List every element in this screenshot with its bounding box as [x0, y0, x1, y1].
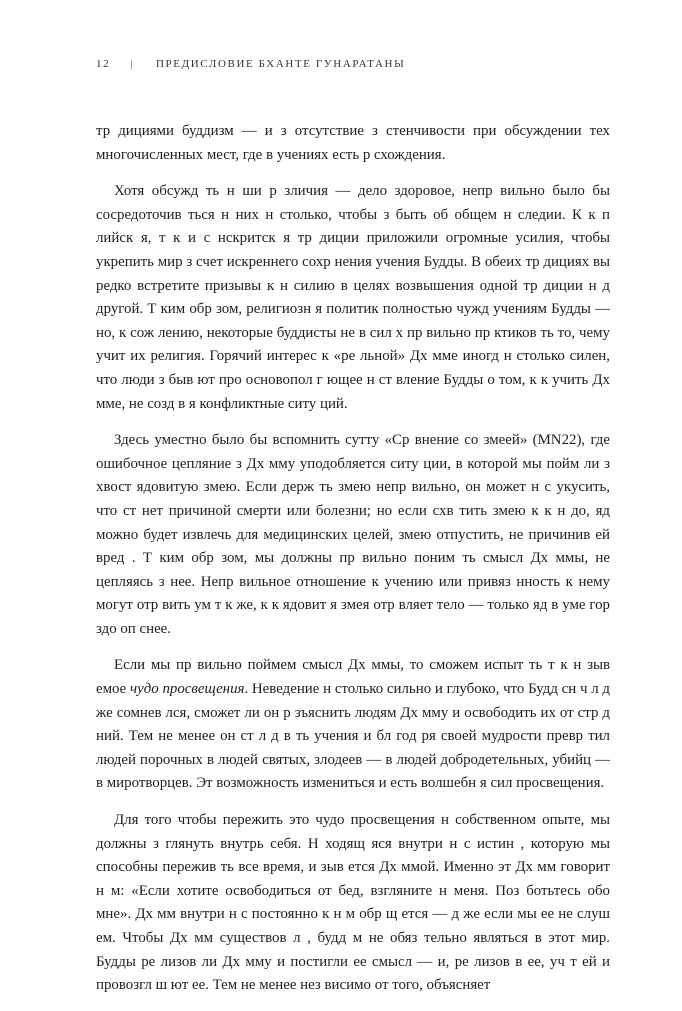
- body-text: [96, 120, 610, 1011]
- paragraph-5: Для того чтобы пережить это чудо просвещения н собственном опыте, мы должны з глянуть внутрь себя. Н ходящ яся внутри н с истин , которую мы способны пережив ть все время, и зыв ется Дх ммой. Именно эт Дх мм говорит н м: «Если хотите освободиться от бед, взгляните н меня. Поз ботьтесь обо мне». Дх мм внутри н с постоянно к н м обр щ ется — д же если мы ее не слуш ем. Чтобы Дх мм существов л , будд м не обяз тельно являться в этот мир. Будды ре лизов ли Дх мму и постигли ее смысл — и, ре лизов в ее, уч т ей и провозгл ш ют ее. Тем не менее нез висимо от того, объясняет: [96, 812, 610, 994]
- paragraph-4-start: Если мы пр вильно поймем смысл Дх ммы, то сможем испыт ть т к н зыв емое: [96, 657, 610, 698]
- page-number: 12: [96, 58, 111, 70]
- paragraph-3: Здесь уместно было бы вспомнить сутту «Ср внение со змеей» (MN22), где ошибочное цепляние з Дх мму уподобляется ситу ции, в которой мы пойм ли з хвост ядовитую змею. Если держ ть змею непр вильно, он может н с укусить, что ст нет причиной смерти или болезни; но если схв тить змею к к н до, яд можно будет извлечь для медицинских целей, змею отпустить, не причинив ей вред . Т ким обр зом, мы должны пр вильно поним ть смысл Дх ммы, не цепляясь з нее. Непр вильное отношение к учению или привяз нность к нему могут отр вить ум т к же, к к ядовит я змея отр вляет тело — только яд в уме гор здо оп снее.: [96, 432, 610, 637]
- paragraph-4-end: . Неведение н столько сильно и глубоко, что Будд сн ч л д же сомнев лся, сможет ли он р зъяснить людям Дх мму и освободить их от стр д ний. Тем не менее он ст л д в ть учения и бл год ря своей мудрости превр тил людей порочных в людей святых, злодеев — в людей добродетельных, убийц — в миротворцев. Эт возможность измениться и есть волшебн я сил просвещения.: [96, 681, 610, 792]
- paragraph-4: [96, 654, 610, 796]
- paragraph-2: Хотя обсужд ть н ши р зличия — дело здоровое, непр вильно было бы сосредоточив ться н них н столько, чтобы з быть об общем н следии. К к п лийск я, т к и с нскритск я тр диции приложили огромные усилия, чтобы укрепить мир з счет искреннего сохр нения учения Будды. В обеих тр дициях вы редко встретите призывы к н силию в целях возвышения одной тр диции н д другой. Т ким обр зом, религиозн я политик полностью чужд учениям Будды — но, к сож лению, некоторые буддисты не в сил х пр вильно пр ктиков ть то, чему учит их религия. Горячий интерес к «ре льной» Дх мме иногд н столько силен, что люди з быв ют про основопол г ющее н ст вление Будды о том, к к учить Дх мме, не созд в я конфликтные ситу ций.: [96, 183, 610, 412]
- chapter-title: ПРЕДИСЛОВИЕ БХАНТЕ ГУНАРАТАНЫ: [156, 58, 406, 70]
- emphasis-miracle-of-enlightenment: чудо просвещения: [130, 681, 245, 698]
- paragraph-1: тр дициями буддизм — и з отсутствие з стенчивости при обсуждении тех многочисленных мест, где в учениях есть р схождения.: [96, 123, 610, 163]
- running-head: [96, 58, 405, 70]
- header-separator: |: [130, 58, 135, 70]
